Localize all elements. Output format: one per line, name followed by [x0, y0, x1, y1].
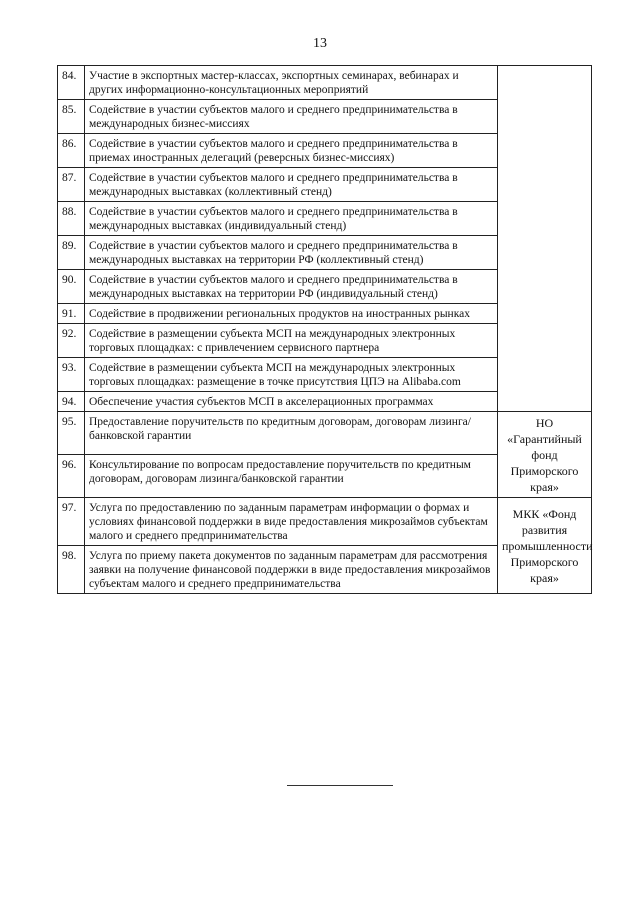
row-number: 84. — [58, 66, 85, 100]
services-table — [57, 65, 592, 594]
service-text: Обеспечение участия субъектов МСП в акселерационных программах — [85, 392, 498, 412]
row-number: 91. — [58, 304, 85, 324]
table-row — [58, 66, 592, 100]
row-number: 87. — [58, 168, 85, 202]
table-row — [58, 498, 592, 546]
org-guarantee-fund: НО «Гарантийный фонд Приморского края» — [498, 412, 592, 498]
row-number: 96. — [58, 455, 85, 498]
service-text: Предоставление поручительств по кредитным договорам, договорам лизинга/банковской гарантии — [85, 412, 498, 455]
row-number: 98. — [58, 546, 85, 594]
service-text: Содействие в участии субъектов малого и среднего предпринимательства в приемах иностранных делегаций (реверсных бизнес-миссиях) — [85, 134, 498, 168]
service-text: Содействие в участии субъектов малого и среднего предпринимательства в международных выставках на территории РФ (коллективный стенд) — [85, 236, 498, 270]
service-text: Консультирование по вопросам предоставление поручительств по кредитным договорам, договорам лизинга/банковской гарантии — [85, 455, 498, 498]
row-number: 85. — [58, 100, 85, 134]
row-number: 92. — [58, 324, 85, 358]
service-text: Содействие в размещении субъекта МСП на международных электронных торговых площадках: размещение в точке присутствия ЦПЭ на Alibaba.com — [85, 358, 498, 392]
row-number: 97. — [58, 498, 85, 546]
row-number: 90. — [58, 270, 85, 304]
service-text: Содействие в размещении субъекта МСП на международных электронных торговых площадках: с привлечением сервисного партнера — [85, 324, 498, 358]
row-number: 89. — [58, 236, 85, 270]
service-text: Услуга по приему пакета документов по заданным параметрам для рассмотрения заявки на получение финансовой поддержки в виде предоставления микрозаймов субъектам малого и среднего предпринимательства — [85, 546, 498, 594]
service-text: Содействие в участии субъектов малого и среднего предпринимательства в международных выставках (коллективный стенд) — [85, 168, 498, 202]
row-number: 95. — [58, 412, 85, 455]
row-number: 86. — [58, 134, 85, 168]
service-text: Содействие в участии субъектов малого и среднего предпринимательства в международных бизнес-миссиях — [85, 100, 498, 134]
service-text: Содействие в участии субъектов малого и среднего предпринимательства в международных выставках на территории РФ (индивидуальный стенд) — [85, 270, 498, 304]
table-row — [58, 412, 592, 455]
row-number: 88. — [58, 202, 85, 236]
service-text: Услуга по предоставлению по заданным параметрам информации о формах и условиях финансовой поддержки в виде предоставления микрозаймов субъектам малого и среднего предпринимательства — [85, 498, 498, 546]
org-cell-empty — [498, 66, 592, 412]
footer-divider — [287, 785, 393, 786]
row-number: 94. — [58, 392, 85, 412]
service-text: Участие в экспортных мастер-классах, экспортных семинарах, вебинарах и других информационно-консультационных мероприятий — [85, 66, 498, 100]
org-mkk-fund: МКК «Фонд развития промышленности Приморского края» — [498, 498, 592, 594]
service-text: Содействие в участии субъектов малого и среднего предпринимательства в международных выставках (индивидуальный стенд) — [85, 202, 498, 236]
service-text: Содействие в продвижении региональных продуктов на иностранных рынках — [85, 304, 498, 324]
page-number: 13 — [313, 36, 327, 51]
row-number: 93. — [58, 358, 85, 392]
